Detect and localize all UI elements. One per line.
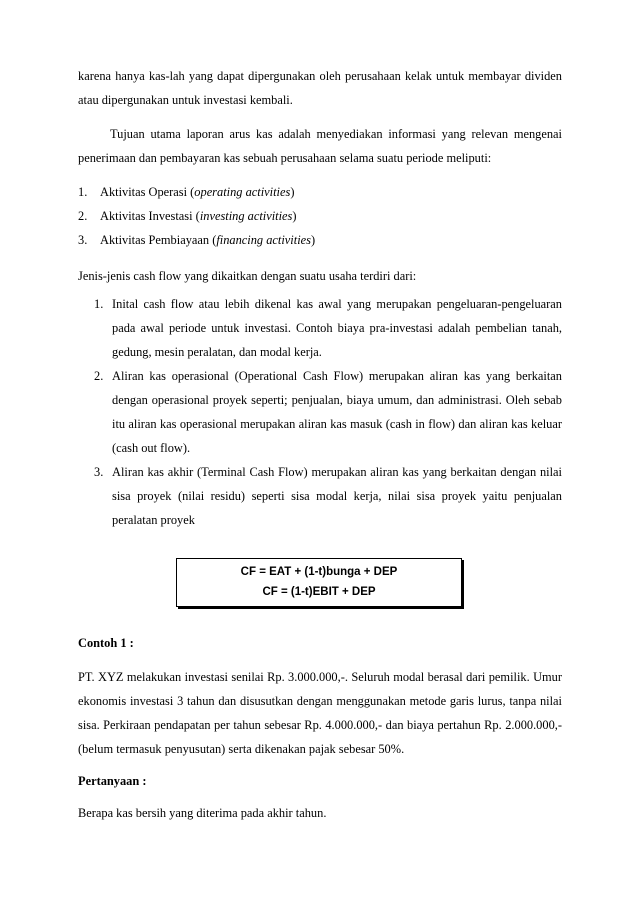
tujuan-paragraph: Tujuan utama laporan arus kas adalah menyediakan informasi yang relevan mengenai penerimaan dan pembayaran kas sebuah perusahaan selama suatu periode meliputi: (78, 127, 562, 165)
tujuan-item-number: 3. (78, 233, 88, 247)
formula-line-1: CF = EAT + (1-t)bunga + DEP (240, 566, 398, 578)
jenis-item-number: 3. (94, 465, 104, 479)
tujuan-item-number: 1. (78, 185, 88, 199)
jenis-intro: Jenis-jenis cash flow yang dikaitkan dengan suatu usaha terdiri dari: (78, 269, 417, 283)
jenis-item (78, 292, 562, 364)
contoh-heading: Contoh 1 : (78, 636, 134, 650)
pertanyaan-heading: Pertanyaan : (78, 774, 147, 788)
tujuan-item (78, 204, 562, 228)
tujuan-item-text: Aktivitas Operasi (operating activities) (100, 185, 295, 199)
jenis-item (78, 364, 562, 460)
jenis-list (78, 292, 562, 532)
formula-box (176, 558, 462, 607)
formula-line-2: CF = (1-t)EBIT + DEP (262, 586, 376, 598)
tujuan-item-term: investing activities (199, 209, 293, 223)
tujuan-list (78, 180, 562, 252)
document-page (78, 64, 562, 823)
contoh-paragraph: PT. XYZ melakukan investasi senilai Rp. 3.000.000,-. Seluruh modal berasal dari pemilik. Umur ekonomis investasi 3 tahun dan disusutkan dengan menggunakan metode garis lurus, tanpa nilai sisa. Perkiraan pendapatan per tahun sebesar Rp. 4.000.000,- dan biaya pertahun Rp. 2.000.000,- (belum termasuk penyusutan) serta dikenakan pajak sebesar 50%. (78, 670, 562, 756)
tujuan-item-term: financing activities (216, 233, 311, 247)
jenis-item-number: 2. (94, 369, 104, 383)
jenis-item-text: Aliran kas akhir (Terminal Cash Flow) merupakan aliran kas yang berkaitan dengan nilai sisa proyek (nilai residu) seperti sisa modal kerja, nilai sisa proyek yaitu penjualan peralatan proyek (112, 465, 562, 527)
tujuan-item-text: Aktivitas Pembiayaan (financing activities) (100, 233, 316, 247)
tujuan-item-term: operating activities (194, 185, 291, 199)
jenis-item-text: Inital cash flow atau lebih dikenal kas awal yang merupakan pengeluaran-pengeluaran pada awal periode untuk investasi. Contoh biaya pra-investasi adalah pembelian tanah, gedung, mesin peralatan, dan modal kerja. (112, 297, 562, 359)
jenis-item (78, 460, 562, 532)
tujuan-item (78, 228, 562, 252)
tujuan-item (78, 180, 562, 204)
jenis-item-text: Aliran kas operasional (Operational Cash Flow) merupakan aliran kas yang berkaitan dengan operasional proyek seperti; penjualan, biaya umum, dan administrasi. Oleh sebab itu aliran kas operasional merupakan aliran kas masuk (cash in flow) dan aliran kas keluar (cash out flow). (112, 369, 562, 455)
tujuan-item-number: 2. (78, 209, 88, 223)
jenis-item-number: 1. (94, 297, 104, 311)
pertanyaan-paragraph: Berapa kas bersih yang diterima pada akhir tahun. (78, 806, 327, 820)
tujuan-item-text: Aktivitas Investasi (investing activities) (100, 209, 297, 223)
intro-paragraph: karena hanya kas-lah yang dapat dipergunakan oleh perusahaan kelak untuk membayar dividen atau dipergunakan untuk investasi kembali. (78, 69, 562, 107)
